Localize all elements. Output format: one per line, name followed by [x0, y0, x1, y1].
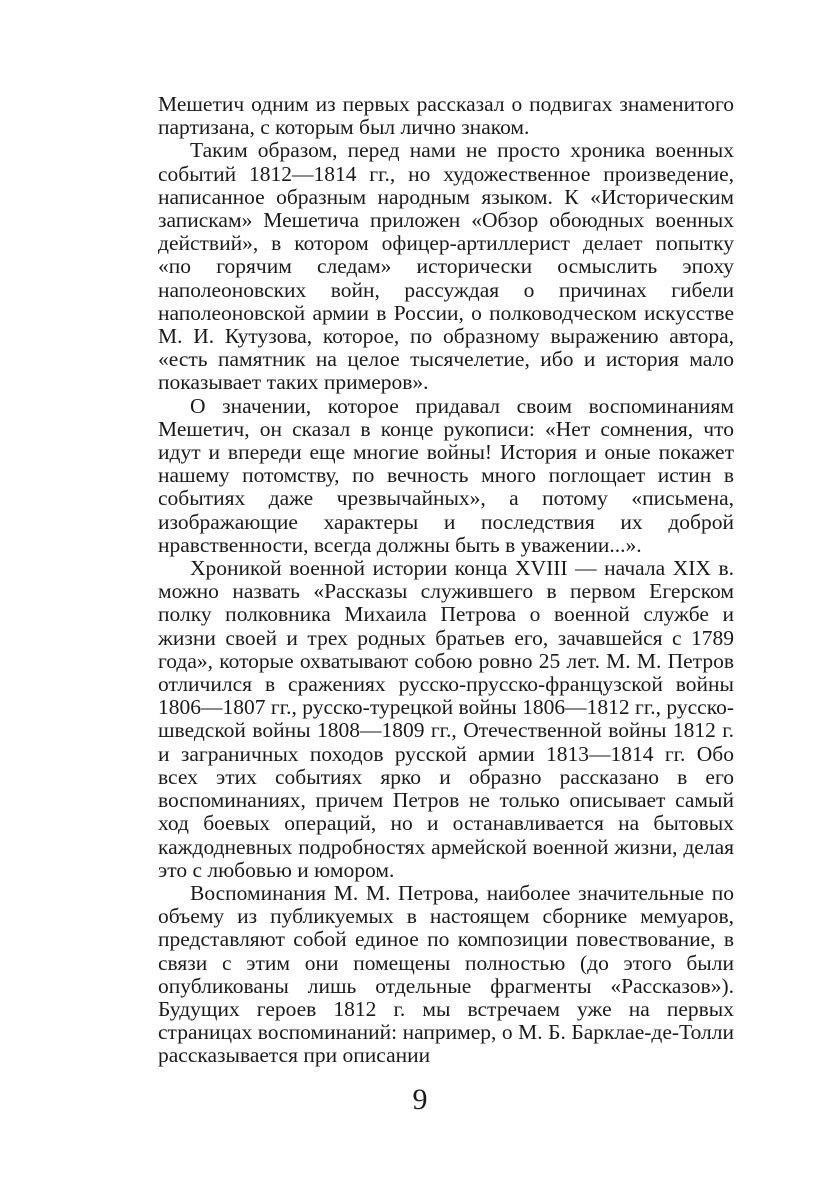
paragraph: Хроникой военной истории конца XVIII — начала XIX в. можно назвать «Рассказы служившего в первом Егерском полку полковника Михаила Петрова о военной службе и жизни своей и трех родных братьев его, зачавшейся с 1789 года», которые охватывают собою ровно 25 лет. М. М. Петров отличился в сражениях русско-прусско-французской войны 1806—1807 гг., русско-турецкой войны 1806—1812 гг., русско-шведской войны 1808—1809 гг., Отечественной войны 1812 г. и заграничных походов русской армии 1813—1814 гг. Обо всех этих событиях ярко и образно рассказано в его воспоминаниях, причем Петров не только описывает самый ход боевых операций, но и останавливается на бытовых каждодневных подробностях армейской военной жизни, делая это с любовью и юмором. [158, 556, 734, 882]
page-body [158, 93, 734, 1068]
paragraph: Таким образом, перед нами не просто хроника военных событий 1812—1814 гг., но художественное произведение, написанное образным народным языком. К «Историческим запискам» Мешетича приложен «Обзор обоюдных военных действий», в котором офицер-артиллерист делает попытку «по горячим следам» исторически осмыслить эпоху наполеоновских войн, рассуждая о причинах гибели наполеоновской армии в России, о полководческом искусстве М. И. Кутузова, которое, по образному выражению автора, «есть памятник на целое тысячелетие, ибо и история мало показывает таких примеров». [158, 138, 734, 395]
page-number: 9 [412, 1083, 428, 1116]
paragraph: О значении, которое придавал своим воспоминаниям Мешетич, он сказал в конце рукописи: «Нет сомнения, что идут и впереди еще многие войны! История и оные покажет нашему потомству, по вечность много поглощает истин в событиях даже чрезвычайных», а потому «письмена, изображающие характеры и последствия их доброй нравственности, всегда должны быть в уважении...». [158, 393, 734, 557]
paragraph: Мешетич одним из первых рассказал о подвигах знаменитого партизана, с которым был лично знаком. [158, 92, 734, 140]
paragraph: Воспоминания М. М. Петрова, наиболее значительные по объему из публикуемых в настоящем сборнике мемуаров, представляют собой единое по композиции повествование, в связи с этим они помещены полностью (до этого были опубликованы лишь отдельные фрагменты «Рассказов»). Будущих героев 1812 г. мы встречаем уже на первых страницах воспоминаний: например, о М. Б. Барклае-де-Толли рассказывается при описании [158, 880, 734, 1068]
